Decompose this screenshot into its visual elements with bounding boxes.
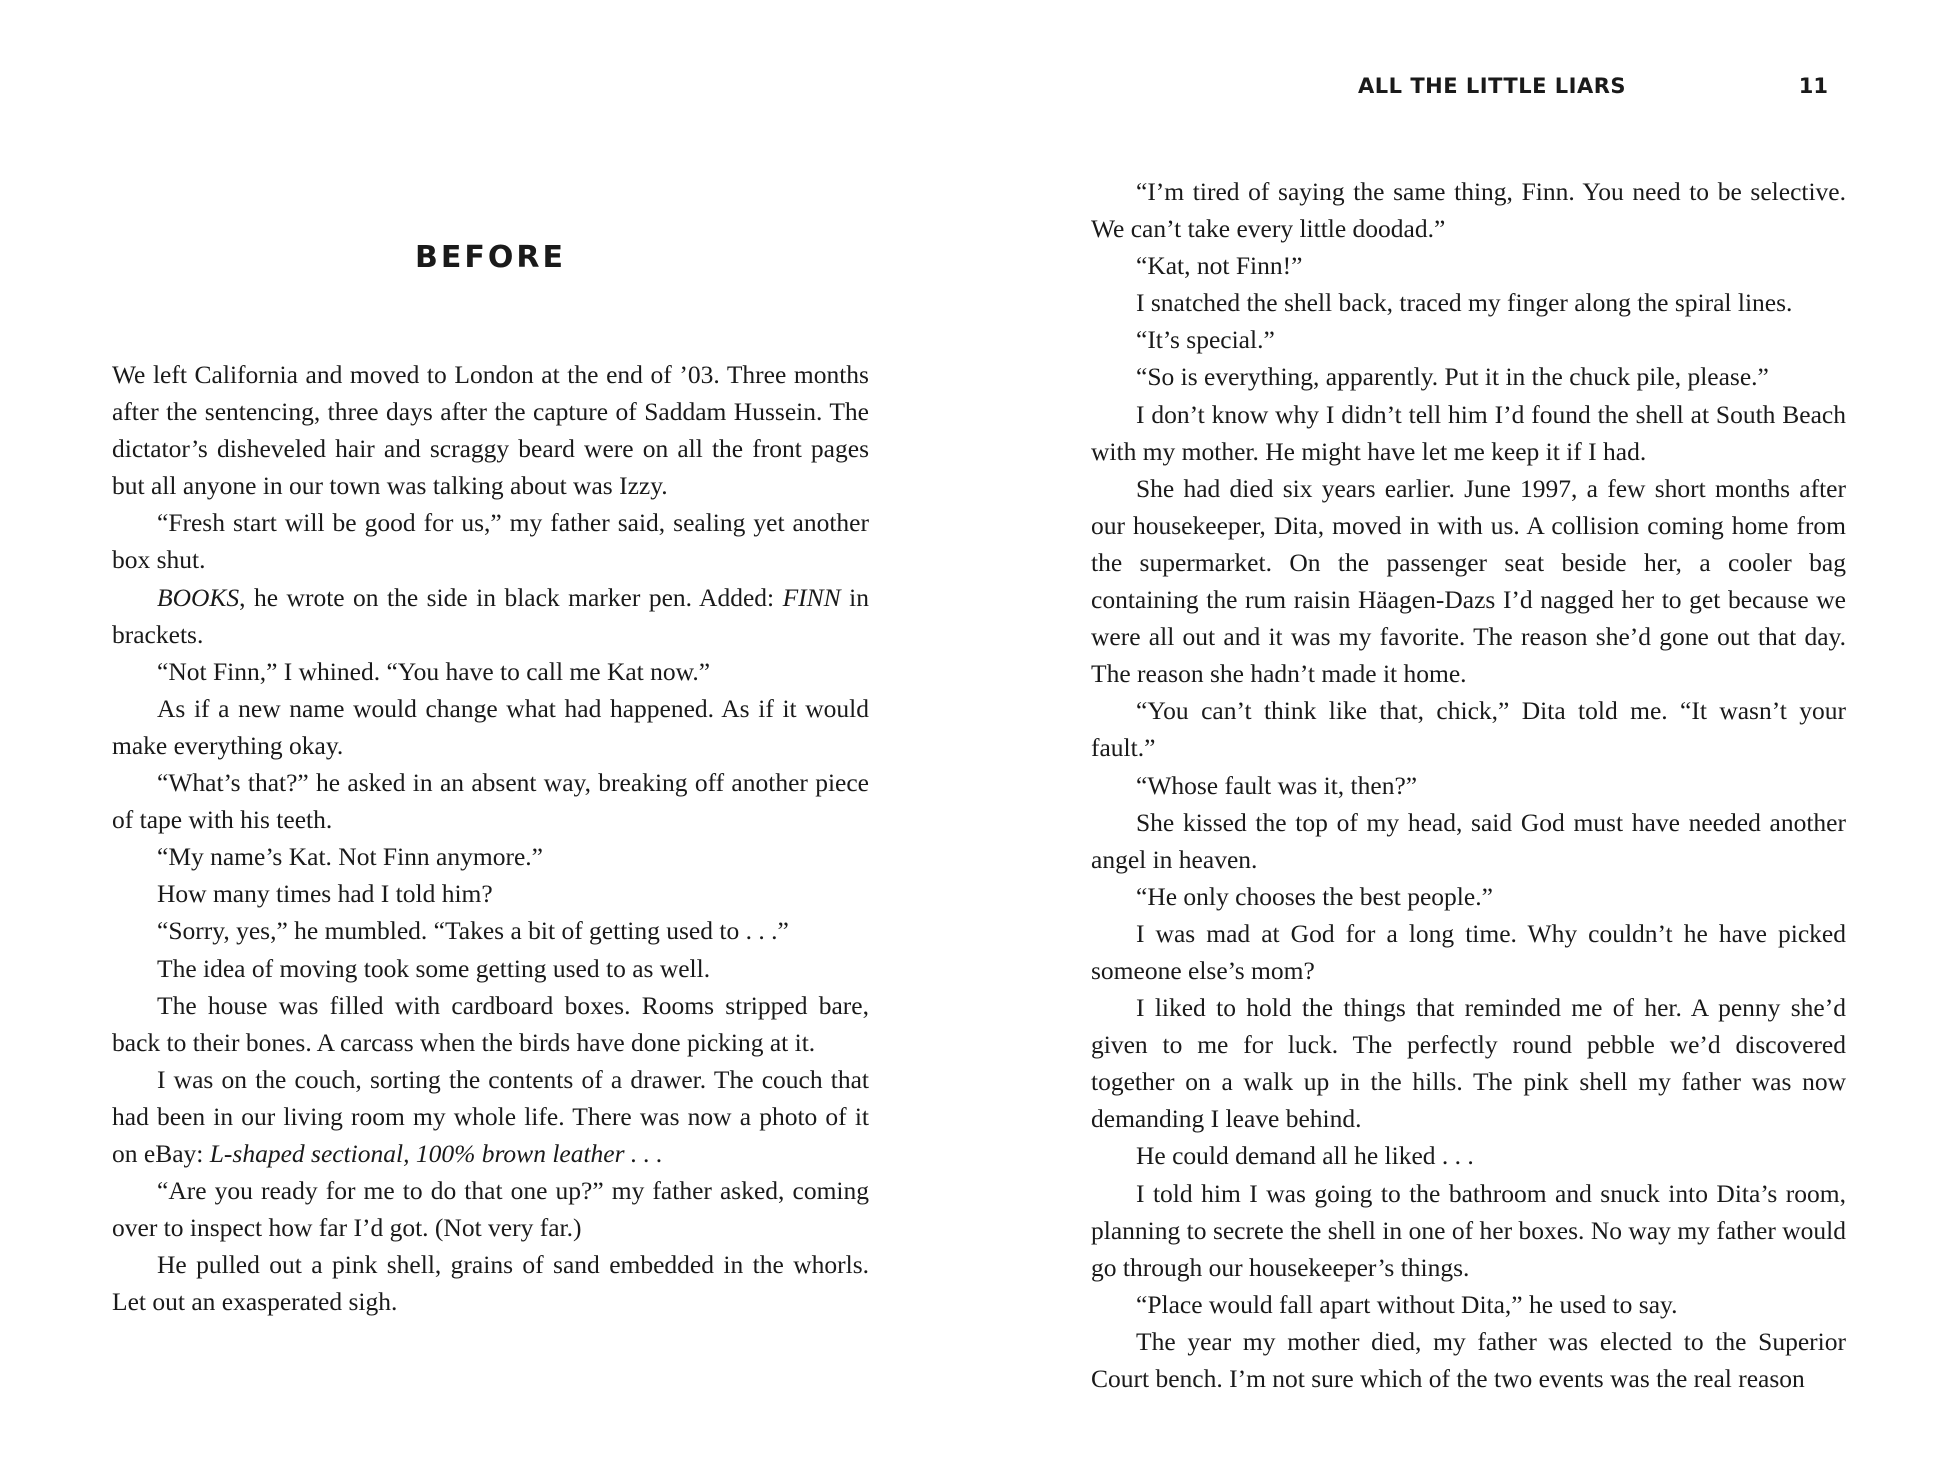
paragraph: “It’s special.”	[1136, 325, 1275, 355]
paragraph: “What’s that?” he asked in an absent way, breaking off another piece of tape with his teeth.	[112, 768, 869, 835]
running-head: ALL THE LITTLE LIARS	[1358, 74, 1626, 98]
paragraph: “So is everything, apparently. Put it in the chuck pile, please.”	[1136, 362, 1769, 392]
paragraph: He could demand all he liked . . .	[1136, 1141, 1474, 1171]
paragraph	[112, 1061, 869, 1172]
paragraph: I was mad at God for a long time. Why couldn’t he have picked someone else’s mom?	[1091, 918, 1846, 985]
paragraph: “Fresh start will be good for us,” my father said, sealing yet another box shut.	[112, 508, 869, 575]
italic-text: L-shaped sectional, 100% brown leather . . .	[209, 1138, 663, 1168]
paragraph: “He only chooses the best people.”	[1136, 881, 1493, 911]
paragraph: She had died six years earlier. June 1997, a few short months after our housekeeper, Dita, moved in with us. A collision coming home from the supermarket. On the passenger seat beside her, a cooler bag containing the rum raisin Häagen-Dazs I’d nagged her to get because we were all out and it was my favorite. The reason she’d gone out that day. The reason she hadn’t made it home.	[1091, 473, 1846, 689]
paragraph	[112, 579, 869, 653]
text-span: in brackets.	[112, 582, 869, 649]
paragraph: “Not Finn,” I whined. “You have to call me Kat now.”	[157, 656, 711, 686]
paragraph: How many times had I told him?	[157, 879, 493, 909]
paragraph: He pulled out a pink shell, grains of sand embedded in the whorls. Let out an exasperated sigh.	[112, 1250, 869, 1317]
paragraph: “My name’s Kat. Not Finn anymore.”	[157, 842, 543, 872]
paragraph: “Place would fall apart without Dita,” he used to say.	[1136, 1289, 1678, 1319]
paragraph: “You can’t think like that, chick,” Dita told me. “It wasn’t your fault.”	[1091, 696, 1846, 763]
paragraph: As if a new name would change what had happened. As if it would make everything okay.	[112, 693, 869, 760]
italic-text: FINN	[782, 582, 841, 612]
page-number: 11	[1798, 74, 1828, 98]
paragraph: She kissed the top of my head, said God must have needed another angel in heaven.	[1091, 807, 1846, 874]
right-page	[973, 0, 1946, 1460]
paragraph: “Whose fault was it, then?”	[1136, 770, 1418, 800]
right-body-text	[1091, 173, 1846, 1397]
italic-text: BOOKS	[157, 582, 240, 612]
paragraph: The idea of moving took some getting used to as well.	[157, 953, 711, 983]
paragraph: I don’t know why I didn’t tell him I’d found the shell at South Beach with my mother. He might have let me keep it if I had.	[1091, 399, 1846, 466]
paragraph: I snatched the shell back, traced my finger along the spiral lines.	[1136, 288, 1793, 318]
paragraph: The house was filled with cardboard boxes. Rooms stripped bare, back to their bones. A carcass when the birds have done picking at it.	[112, 990, 869, 1057]
chapter-title: BEFORE	[415, 240, 566, 275]
text-span: , he wrote on the side in black marker pen. Added:	[239, 582, 783, 612]
paragraph: “Sorry, yes,” he mumbled. “Takes a bit of getting used to . . .”	[157, 916, 789, 946]
paragraph: “Kat, not Finn!”	[1136, 251, 1303, 281]
paragraph: The year my mother died, my father was elected to the Superior Court bench. I’m not sure which of the two events was the real reason	[1091, 1326, 1846, 1393]
paragraph: I told him I was going to the bathroom and snuck into Dita’s room, planning to secrete the shell in one of her boxes. No way my father would go through our housekeeper’s things.	[1091, 1178, 1846, 1282]
left-body-text	[112, 356, 869, 1320]
paragraph: “I’m tired of saying the same thing, Finn. You need to be selective. We can’t take every little doodad.”	[1091, 177, 1846, 244]
text-span: I was on the couch, sorting the contents of a drawer. The couch that had been in our living room my whole life. There was now a photo of it on eBay:	[112, 1064, 869, 1168]
paragraph: We left California and moved to London at the end of ’03. Three months after the sentencing, three days after the capture of Saddam Hussein. The dictator’s disheveled hair and scraggy beard were on all the front pages but all anyone in our town was talking about was Izzy.	[112, 360, 869, 501]
paragraph: “Are you ready for me to do that one up?” my father asked, coming over to inspect how far I’d got. (Not very far.)	[112, 1176, 869, 1243]
paragraph: I liked to hold the things that reminded me of her. A penny she’d given to me for luck. The perfectly round pebble we’d discovered together on a walk up in the hills. The pink shell my father was now demanding I leave behind.	[1091, 993, 1846, 1134]
